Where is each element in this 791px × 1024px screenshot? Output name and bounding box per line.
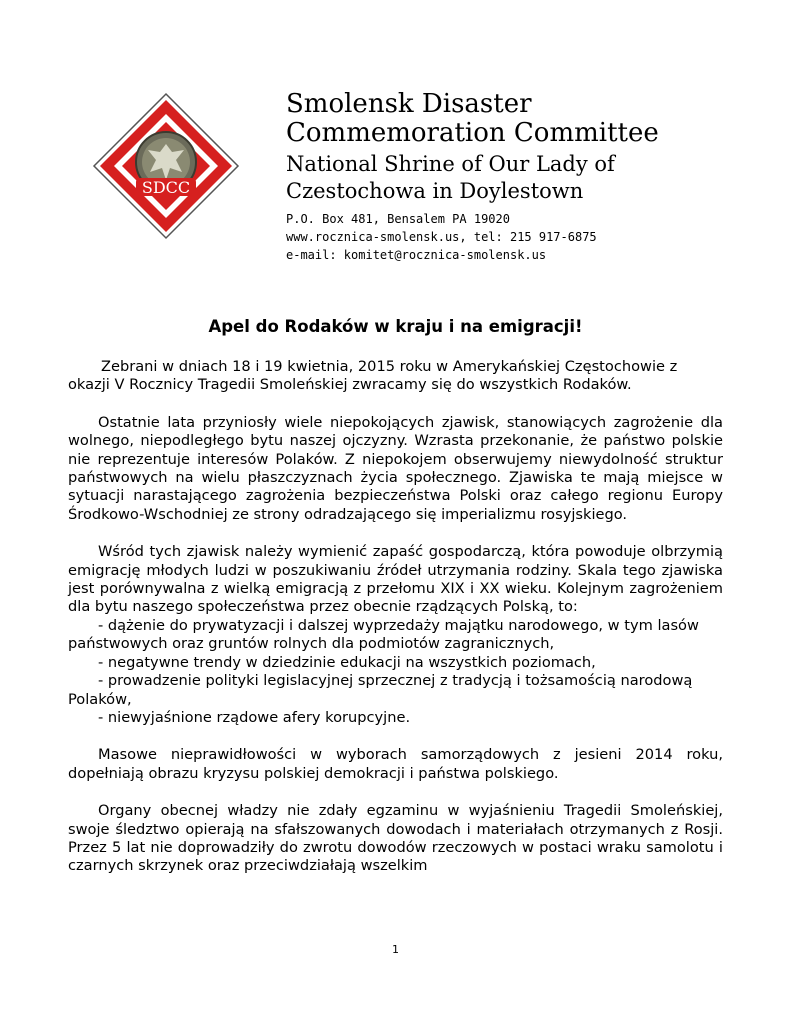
org-name-line1: Smolensk Disaster [286, 89, 532, 119]
contact-block [286, 210, 756, 264]
document-title: Apel do Rodaków w kraju i na emigracji! [208, 317, 583, 336]
email-line[interactable]: e-mail: komitet@rocznica-smolensk.us [286, 248, 547, 262]
address-line: P.O. Box 481, Bensalem PA 19020 [286, 212, 510, 226]
bullet-item: - prowadzenie polityki legislacyjnej sprzecznej z tradycją i tożsamością narodową Polaków, [68, 672, 693, 708]
paragraph-3 [68, 543, 723, 727]
paragraph-3-text: Wśród tych zjawisk należy wymienić zapaść gospodarczą, która powoduje olbrzymią emigrację młodych ludzi w poszukiwaniu źródeł utrzymania rodziny. Skala tego zjawiska jest porównywalna z wielką emigracją z przełomu XIX i XX wieku. Kolejnym zagrożeniem dla bytu naszego społeczeństwa przez obecnie rządzących Polską, to: [68, 543, 723, 616]
page-number: 1 [392, 943, 399, 956]
bullet-item: - niewyjaśnione rządowe afery korupcyjne. [98, 708, 411, 726]
paragraph-2: Ostatnie lata przyniosły wiele niepokojących zjawisk, stanowiących zagrożenie dla wolnego, niepodległego bytu naszej ojczyzny. Wzrasta przekonanie, że państwo polskie nie reprezentuje interesów Polaków. Z niepokojem obserwujemy niewydolność struktur państwowych na wielu płaszczyznach życia społecznego. Zjawiska te mają miejsce w sytuacji narastającego zagrożenia bezpieczeństwa Polski oraz całego regionu Europy Środkowo-Wschodniej ze strony odradzającego się imperializmu rosyjskiego. [68, 413, 723, 523]
paragraph-5: Organy obecnej władzy nie zdały egzaminu w wyjaśnieniu Tragedii Smoleńskiej, swoje śledztwo opierają na sfałszowanych dowodach i materiałach otrzymanych z Rosji. Przez 5 lat nie doprowadziły do zwrotu dowodów rzeczowych w postaci wraku samolotu i czarnych skrzynek oraz przeciwdziałają wszelkim [68, 802, 723, 875]
web-tel-line[interactable]: www.rocznica-smolensk.us, tel: 215 917-6875 [286, 230, 597, 244]
shrine-line2: Czestochowa in Doylestown [286, 179, 584, 203]
bullet-item: - negatywne trendy w dziedzinie edukacji na wszystkich poziomach, [98, 653, 596, 671]
bullet-item: - dążenie do prywatyzacji i dalszej wyprzedaży majątku narodowego, w tym lasów państwowych oraz gruntów rolnych dla podmiotów zagranicznych, [68, 616, 699, 653]
logo-badge-text: SDCC [141, 178, 191, 197]
shrine-name [286, 151, 756, 205]
paragraph-1: Zebrani w dniach 18 i 19 kwietnia, 2015 roku w Amerykańskiej Częstochowie z okazji V Rocznicy Tragedii Smoleńskiej zwracamy się do wszystkich Rodaków. [68, 358, 678, 394]
paragraph-4: Masowe nieprawidłowości w wyborach samorządowych z jesieni 2014 roku, dopełniają obrazu kryzysu polskiej demokracji i państwa polskiego. [68, 746, 723, 782]
letterhead [286, 90, 756, 264]
document-body [68, 358, 723, 895]
sdcc-emblem-icon [92, 92, 240, 240]
shrine-line1: National Shrine of Our Lady of [286, 152, 615, 176]
sdcc-logo [92, 92, 240, 240]
org-name-line2: Commemoration Committee [286, 118, 659, 148]
